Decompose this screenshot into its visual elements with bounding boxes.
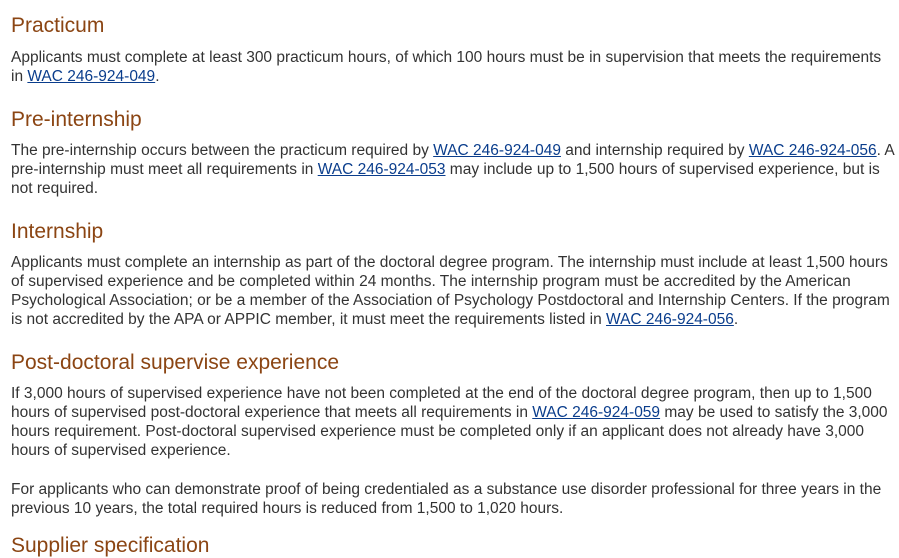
pre-internship-paragraph xyxy=(11,141,895,198)
text: . xyxy=(733,311,739,328)
section-heading-cut-off: Supplier specification xyxy=(11,534,210,557)
text: The pre-internship occurs between the practicum required by xyxy=(11,142,434,159)
wac-link[interactable]: WAC 246-924-059 xyxy=(532,404,661,421)
wac-link[interactable]: WAC 246-924-056 xyxy=(606,311,734,328)
text: If 3,000 hours of supervised experience have not been completed at the end of the doctoral degree program, then up to 1,500 hours of supervised post-doctoral experience that meets all requirements in xyxy=(11,385,872,421)
text: may include up to 1,500 hours of supervised experience, but is not required. xyxy=(11,161,880,197)
text: and internship required by xyxy=(560,142,749,159)
text: Applicants must complete at least 300 practicum hours, of which 100 hours must be in supervision that meets the requirements in xyxy=(11,49,882,85)
practicum-paragraph xyxy=(11,48,895,86)
section-heading-internship: Internship xyxy=(11,220,104,243)
text: may be used to satisfy the 3,000 hours requirement. Post-doctoral supervised experience must be completed only if an applicant does not already have 3,000 hours of supervised experience. xyxy=(11,404,888,459)
substance-use-paragraph: For applicants who can demonstrate proof of being credentialed as a substance use disorder professional for three years in the previous 10 years, the total required hours is reduced from 1,500 to 1,020 hours. xyxy=(11,481,882,517)
wac-link[interactable]: WAC 246-924-049 xyxy=(27,68,156,85)
wac-link[interactable]: WAC 246-924-049 xyxy=(433,142,561,159)
text: . A pre-internship must meet all requirements in xyxy=(11,142,894,178)
section-heading-post-doctoral: Post-doctoral supervise experience xyxy=(11,351,340,374)
wac-link[interactable]: WAC 246-924-056 xyxy=(748,142,877,159)
section-heading-pre-internship: Pre-internship xyxy=(11,108,142,131)
wac-link[interactable]: WAC 246-924-053 xyxy=(317,161,446,178)
internship-paragraph xyxy=(11,253,895,329)
text: Applicants must complete an internship as part of the doctoral degree program. The internship must include at least 1,500 hours of supervised experience and be completed within 24 months. The internship program must be accredited by the American Psychological Association; or be a member of the Association of Psychology Postdoctoral and Internship Centers. If the program is not accredited by the APA or APPIC member, it must meet the requirements listed in xyxy=(11,254,890,328)
section-heading-practicum: Practicum xyxy=(11,14,105,37)
post-doctoral-paragraph xyxy=(11,384,895,460)
text: . xyxy=(155,68,160,85)
